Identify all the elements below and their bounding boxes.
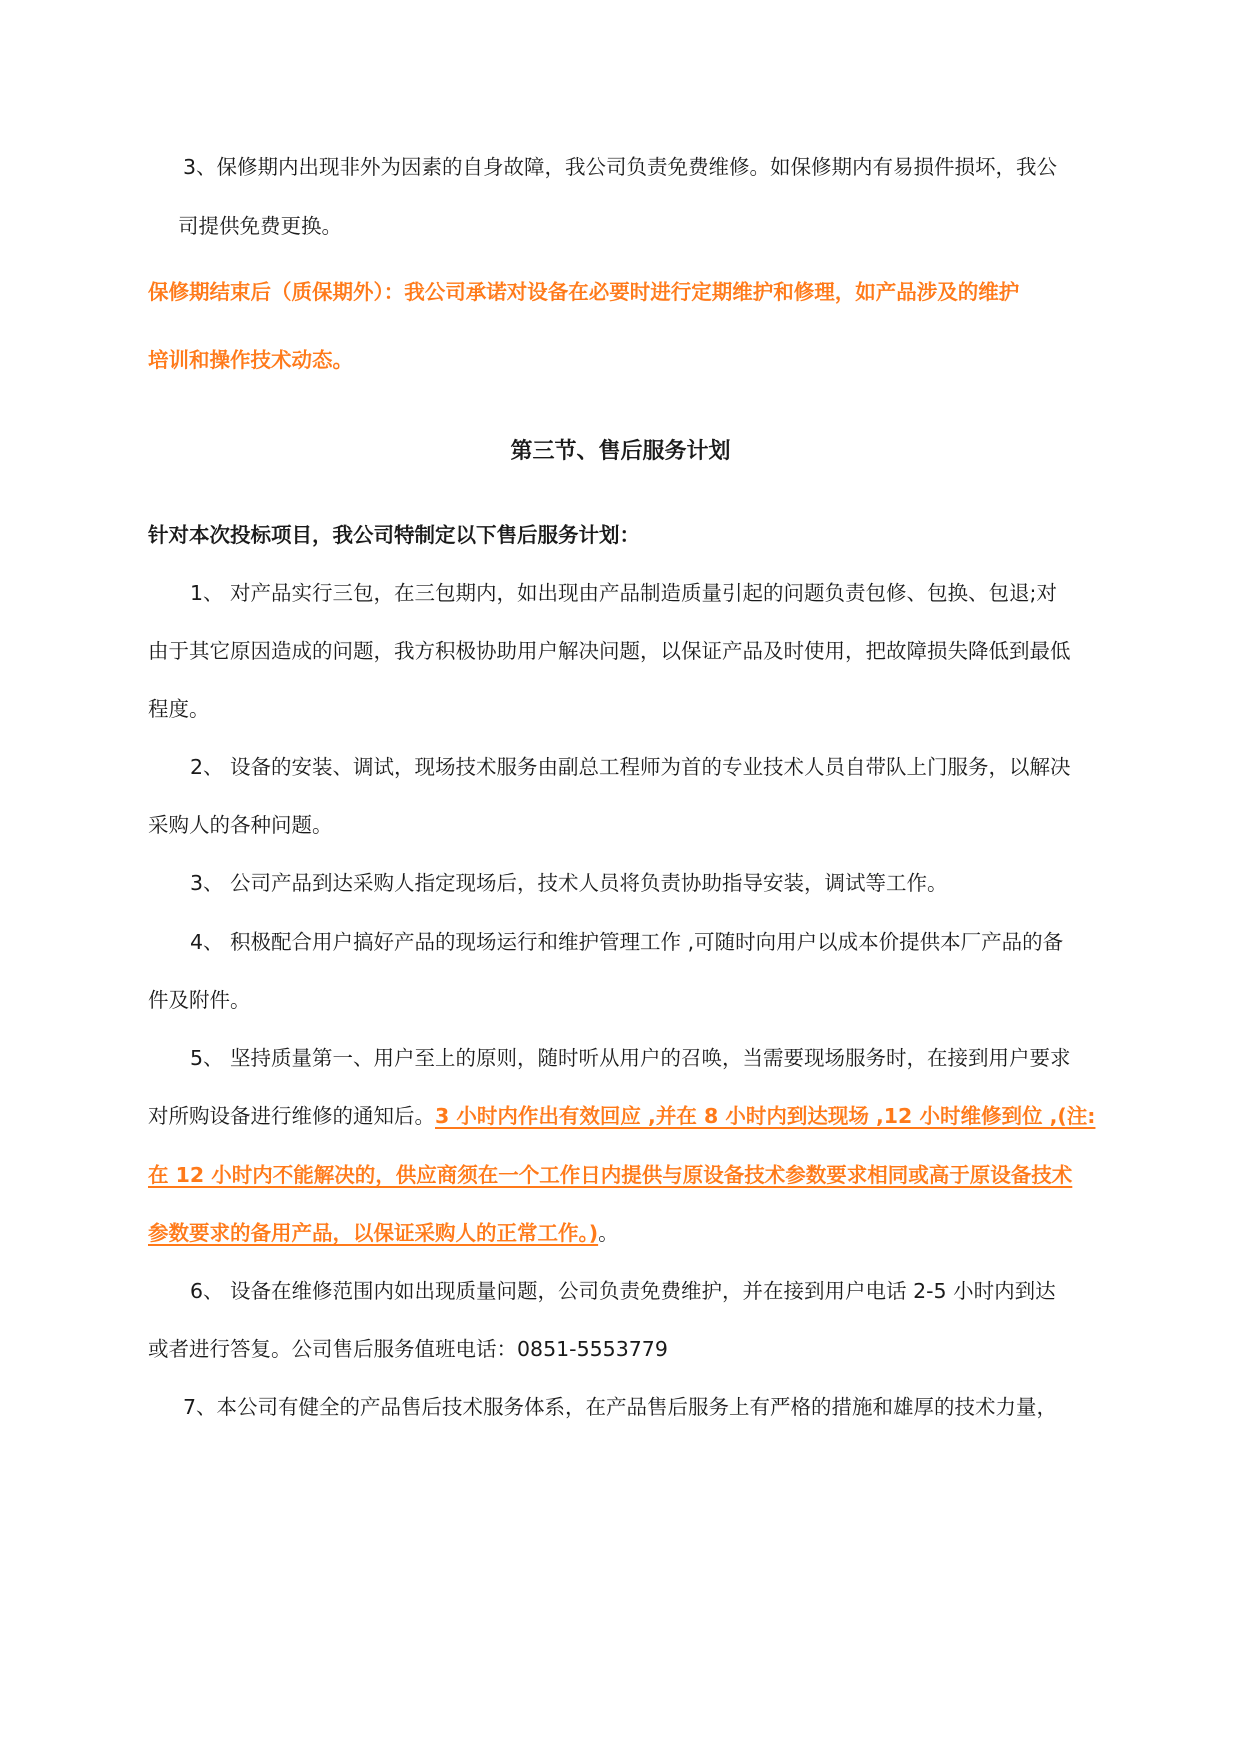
item-4-line2: 件及附件。 xyxy=(148,988,251,1012)
item-3-line1: 3、 公司产品到达采购人指定现场后，技术人员将负责协助指导安装，调试等工作。 xyxy=(190,871,948,895)
item-5-line4-end: 。 xyxy=(598,1221,619,1245)
warranty-item-3-line1: 3、保修期内出现非外为因素的自身故障，我公司负责免费维修。如保修期内有易损件损坏，我公 xyxy=(183,155,1058,179)
item-1-line3: 程度。 xyxy=(148,697,210,721)
intro-text: 针对本次投标项目，我公司特制定以下售后服务计划： xyxy=(148,523,640,547)
item-7-line1: 7、本公司有健全的产品售后技术服务体系，在产品售后服务上有严格的措施和雄厚的技术力量， xyxy=(183,1395,1058,1419)
item-5-line2 xyxy=(148,1101,1095,1131)
warranty-item-3-line2: 司提供免费更换。 xyxy=(178,214,342,238)
item-5-line4-highlight: 参数要求的备用产品，以保证采购人的正常工作。) xyxy=(148,1221,599,1245)
item-5-line2-plain: 对所购设备进行维修的通知后。 xyxy=(148,1104,435,1128)
item-5-line4 xyxy=(148,1218,619,1248)
post-warranty-line2: 培训和操作技术动态。 xyxy=(148,348,353,372)
item-6-line1: 6、 设备在维修范围内如出现质量问题，公司负责免费维护，并在接到用户电话 2-5 小时内到达 xyxy=(190,1279,1056,1303)
item-5-line3: 在 12 小时内不能解决的，供应商须在一个工作日内提供与原设备技术参数要求相同或高于原设备技术 xyxy=(148,1163,1073,1187)
post-warranty-line1: 保修期结束后（质保期外）：我公司承诺对设备在必要时进行定期维护和修理，如产品涉及的维护 xyxy=(148,280,1020,304)
item-4-line1: 4、 积极配合用户搞好产品的现场运行和维护管理工作 ,可随时向用户以成本价提供本厂产品的备 xyxy=(190,930,1064,954)
item-5-line1: 5、 坚持质量第一、用户至上的原则，随时听从用户的召唤，当需要现场服务时，在接到用户要求 xyxy=(190,1046,1071,1070)
item-6-line2: 或者进行答复。公司售后服务值班电话：0851-5553779 xyxy=(148,1337,668,1361)
item-5-line2-highlight: 3 小时内作出有效回应 ,并在 8 小时内到达现场 ,12 小时维修到位 ,(注: xyxy=(435,1104,1096,1128)
section-title: 第三节、售后服务计划 xyxy=(510,439,731,464)
item-1-line2: 由于其它原因造成的问题，我方积极协助用户解决问题，以保证产品及时使用，把故障损失降低到最低 xyxy=(148,639,1071,663)
item-2-line2: 采购人的各种问题。 xyxy=(148,813,333,837)
item-2-line1: 2、 设备的安装、调试，现场技术服务由副总工程师为首的专业技术人员自带队上门服务，以解决 xyxy=(190,755,1071,779)
item-1-line1: 1、 对产品实行三包，在三包期内，如出现由产品制造质量引起的问题负责包修、包换、包退;对 xyxy=(190,581,1057,605)
